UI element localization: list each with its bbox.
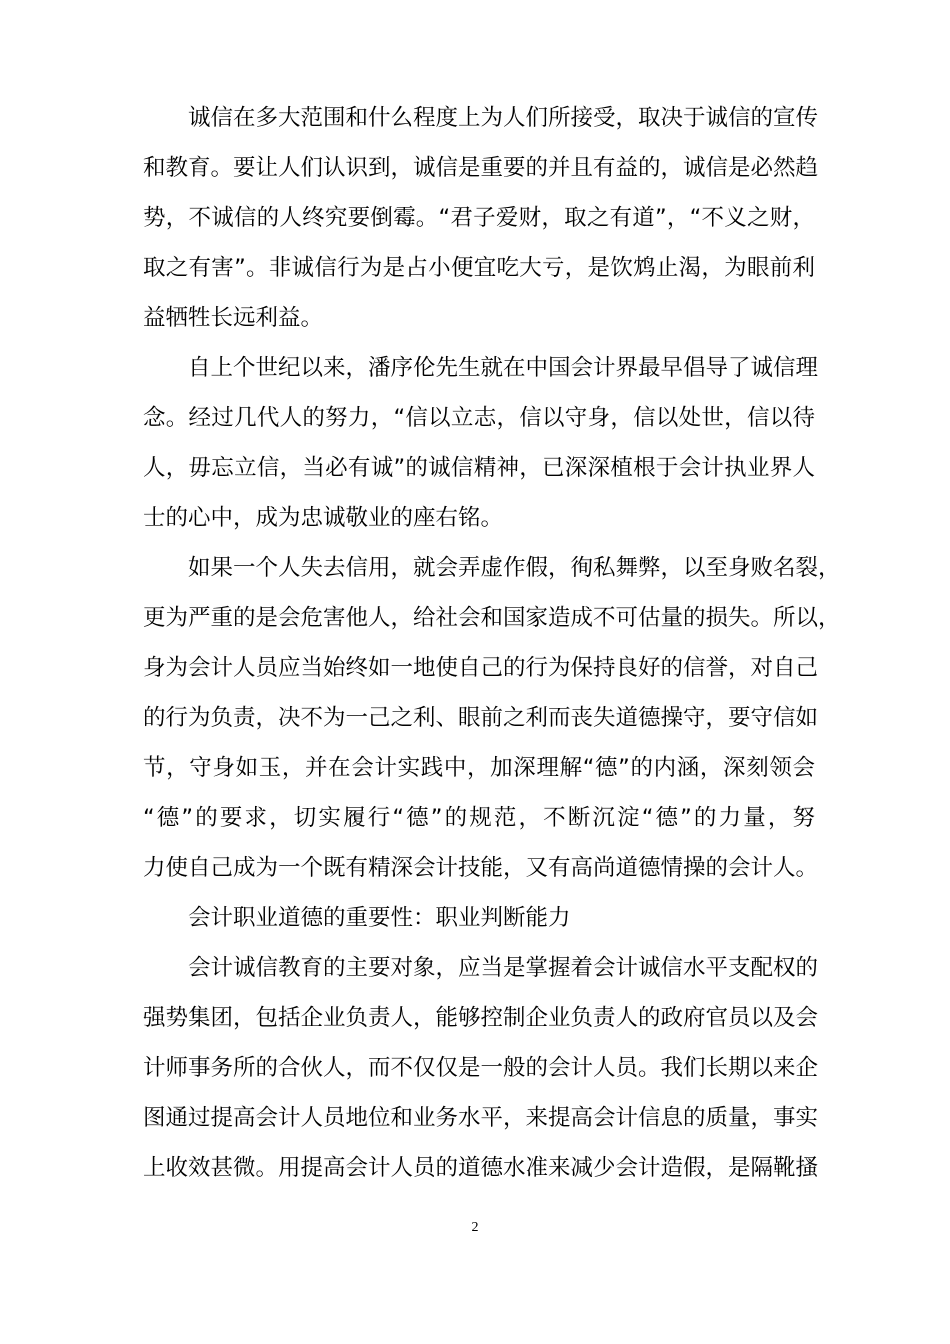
text-line: 如果一个人失去信用，就会弄虚作假，徇私舞弊，以至身败名裂， <box>188 555 841 581</box>
section-heading: 会计职业道德的重要性：职业判断能力 <box>188 905 571 931</box>
text-line: 益牺牲长远利益。 <box>143 305 324 331</box>
text-line: 更为严重的是会危害他人，给社会和国家造成不可估量的损失。所以， <box>143 605 841 631</box>
text-line: 计师事务所的合伙人，而不仅仅是一般的会计人员。我们长期以来企 <box>143 1055 819 1081</box>
text-line: “德”的要求，切实履行“德”的规范，不断沉淀“德”的力量，努 <box>143 805 815 831</box>
text-line: 节，守身如玉，并在会计实践中，加深理解“德”的内涵，深刻领会 <box>143 755 815 781</box>
text-line: 士的心中，成为忠诚敬业的座右铭。 <box>143 505 504 531</box>
document-body <box>143 93 841 1193</box>
text-line: 和教育。要让人们认识到，诚信是重要的并且有益的，诚信是必然趋 <box>143 155 819 181</box>
text-line: 强势集团，包括企业负责人，能够控制企业负责人的政府官员以及会 <box>143 1005 819 1031</box>
text-line: 上收效甚微。用提高会计人员的道德水准来减少会计造假，是隔靴搔 <box>143 1155 819 1181</box>
text-line: 会计诚信教育的主要对象，应当是掌握着会计诚信水平支配权的 <box>188 955 819 981</box>
text-line: 自上个世纪以来，潘序伦先生就在中国会计界最早倡导了诚信理 <box>188 355 819 381</box>
text-line: 力使自己成为一个既有精深会计技能，又有高尚道德情操的会计人。 <box>143 855 819 881</box>
text-line: 念。经过几代人的努力，“信以立志，信以守身，信以处世，信以待 <box>143 405 815 431</box>
text-line: 取之有害”。非诚信行为是占小便宜吃大亏，是饮鸩止渴，为眼前利 <box>143 255 815 281</box>
text-line: 诚信在多大范围和什么程度上为人们所接受，取决于诚信的宣传 <box>188 105 819 131</box>
text-line: 人，毋忘立信，当必有诚”的诚信精神，已深深植根于会计执业界人 <box>143 455 815 481</box>
page-number: 2 <box>471 1220 479 1235</box>
text-line: 势，不诚信的人终究要倒霉。“君子爱财，取之有道”，“不义之财， <box>143 205 815 231</box>
text-line: 的行为负责，决不为一己之利、眼前之利而丧失道德操守，要守信如 <box>143 705 819 731</box>
text-line: 图通过提高会计人员地位和业务水平，来提高会计信息的质量，事实 <box>143 1105 819 1131</box>
text-line: 身为会计人员应当始终如一地使自己的行为保持良好的信誉，对自己 <box>143 655 819 681</box>
